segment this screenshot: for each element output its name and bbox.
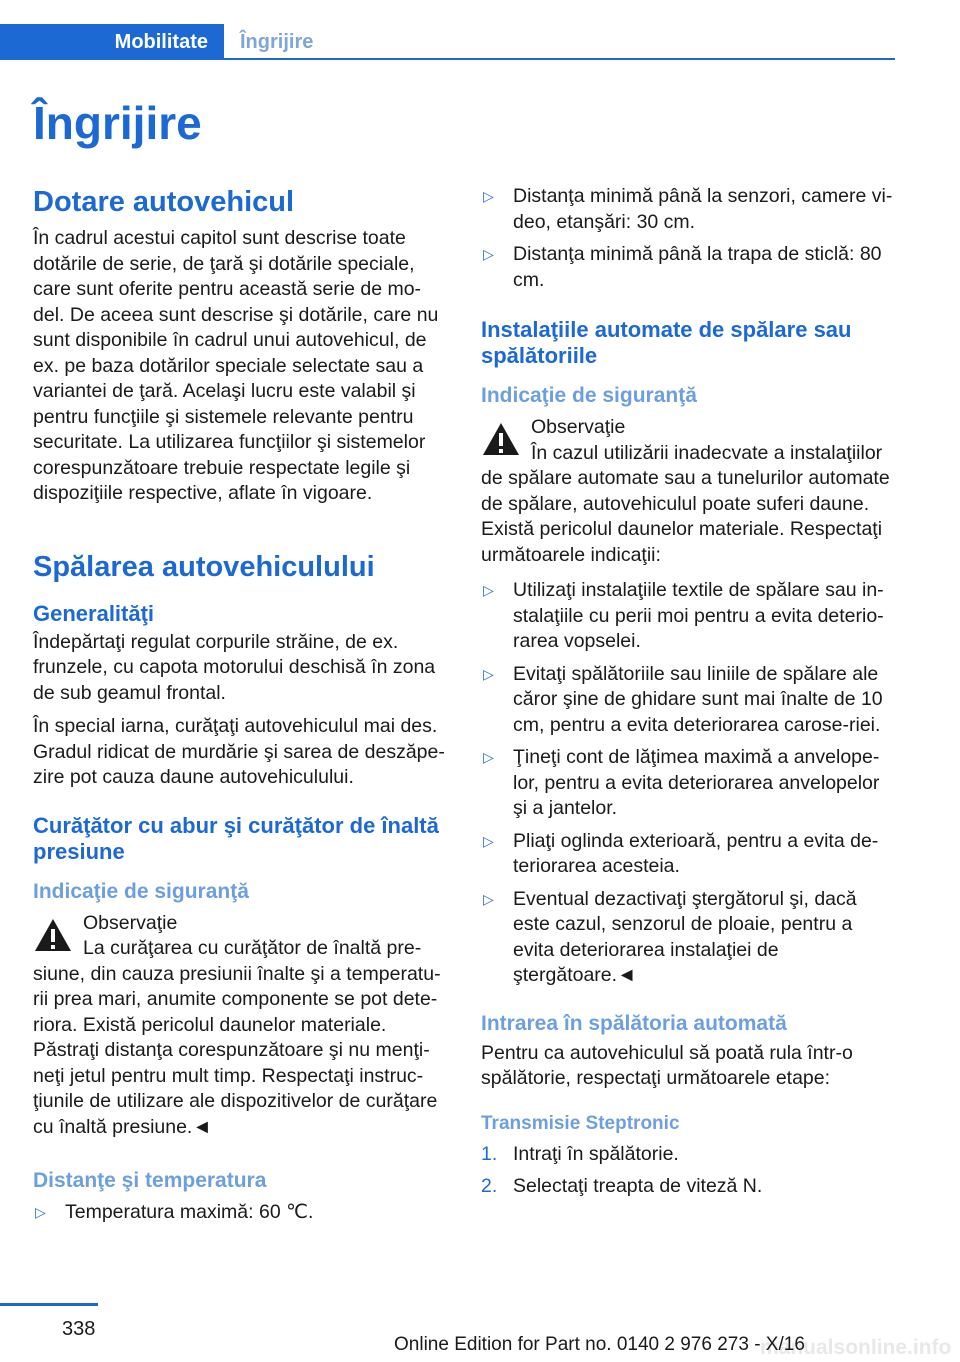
- list-item: ▷ Pliaţi oglinda exterioară, pentru a evita de‐teriorarea acesteia.: [483, 829, 879, 877]
- safety-heading-right: Indicaţie de siguranţă: [481, 384, 697, 407]
- distances-list-right: [481, 184, 897, 293]
- warning-text-right: În cazul utilizării inadecvate a instalaţiilor de spălare automate sau a tunelurilor automate de spălare, autovehiculul poate suferi daune. Există pericolul daunelor materiale. Respectaţi următoarele indicaţii:: [481, 441, 890, 566]
- list-item: 1. Intraţi în spălătorie.: [481, 1142, 897, 1168]
- warning-label-right: Observaţie: [531, 416, 626, 438]
- tab-mobilitate[interactable]: Mobilitate: [0, 24, 224, 60]
- header-bar: [0, 24, 895, 62]
- list-item: ▷ Temperatura maximă: 60 ℃.: [33, 1200, 448, 1226]
- steps-list: [481, 1142, 897, 1200]
- triangle-bullet-icon: ▷: [483, 832, 494, 849]
- distances-heading: Distanţe şi temperatura: [33, 1169, 267, 1192]
- step-number: 2.: [481, 1175, 498, 1197]
- wash-tips-list: [481, 578, 897, 989]
- list-item: ▷ Ţineţi cont de lăţimea maximă a anvelope‐lor, pentru a evita deteriorarea anvelopelor şi a jantelor.: [483, 746, 880, 819]
- warning-block-left: [33, 911, 448, 1141]
- step-number: 1.: [481, 1142, 498, 1165]
- triangle-bullet-icon: ▷: [483, 246, 494, 262]
- distances-list-left: [33, 1200, 448, 1226]
- warning-block-right: [481, 415, 897, 568]
- page-number: 338: [62, 1318, 96, 1340]
- footer-edition: Online Edition for Part no. 0140 2 976 273 - X/16: [394, 1334, 805, 1355]
- triangle-bullet-icon: ▷: [483, 890, 494, 907]
- list-item: ▷ Distanţa minimă până la trapa de sticlă: 80 cm.: [483, 243, 882, 291]
- triangle-bullet-icon: ▷: [483, 188, 494, 204]
- subheading-curatator: Curăţător cu abur şi curăţător de înaltă presiune: [33, 812, 439, 864]
- entry-heading: Intrarea în spălătoria automată: [481, 1011, 787, 1035]
- entry-paragraph: Pentru ca autovehiculul să poată rula într-o spălătorie, respectaţi următoarele etape:: [481, 1041, 853, 1089]
- triangle-bullet-icon: ▷: [35, 1204, 46, 1220]
- left-column: [33, 184, 448, 1226]
- watermark: manualsonline.info: [760, 1336, 952, 1359]
- list-item: ▷ Utilizaţi instalaţiile textile de spălare sau in‐stalaţiile cu perii moi pentru a evita deterio‐rarea vopselei.: [483, 579, 884, 652]
- steptronic-heading: Transmisie Steptronic: [481, 1112, 680, 1134]
- list-item: ▷ Evitaţi spălătoriile sau liniile de spălare ale căror şine de ghidare sunt mai înalte de 10 cm, pentru a evita deteriorarea carose‐riei.: [483, 662, 883, 736]
- list-item: 2. Selectaţi treapta de viteză N.: [481, 1174, 897, 1200]
- triangle-bullet-icon: ▷: [483, 665, 494, 682]
- tab-ingrijire[interactable]: Îngrijire: [240, 31, 314, 53]
- warning-text-left: La curăţarea cu curăţător de înaltă pre‐siune, din cauza presiunii înalte şi a temperatu‐rii prea mari, anumite componente se pot dete‐riora. Există pericolul daunelor materiale. Păstraţi distanţa corespunzătoare şi nu menţi‐neţi jetul pentru mult timp. Respectaţi instruc‐ţiunile de utilizare ale dispozitivelor de curăţare cu înaltă presiune.◄: [33, 937, 441, 1138]
- page-title: Îngrijire: [33, 97, 202, 149]
- section-title-dotare: Dotare autovehicul: [33, 186, 295, 218]
- triangle-bullet-icon: ▷: [483, 749, 494, 765]
- list-item: ▷ Eventual dezactivaţi ştergătorul şi, dacă este cazul, senzorul de ploaie, pentru a evita deteriorarea instalaţiei de ştergătoare.◄: [483, 887, 857, 986]
- paragraph-generalitati-1: Îndepărtaţi regulat corpurile străine, de ex. frunzele, cu capota motorului deschisă în zona de sub geamul frontal.: [33, 630, 436, 704]
- header-divider: [224, 58, 895, 60]
- subheading-generalitati: Generalităţi: [33, 600, 155, 626]
- paragraph-generalitati-2: În special iarna, curăţaţi autovehiculul mai des. Gradul ridicat de murdărie şi sarea de deszăpe‐zire pot cauza daune autovehiculului.: [33, 715, 445, 788]
- right-column: [481, 184, 897, 1200]
- triangle-bullet-icon: ▷: [483, 582, 494, 598]
- warning-label-left: Observaţie: [83, 911, 178, 934]
- safety-heading-left: Indicaţie de siguranţă: [33, 879, 249, 903]
- section-title-spalare: Spălarea autovehiculului: [33, 550, 375, 583]
- paragraph-dotare: În cadrul acestui capitol sunt descrise toate dotările de serie, de ţară şi dotările speciale, care sunt oferite pentru această serie de mo‐del. De aceea sunt descrise şi dotările, care nu sunt disponibile în cadrul unui autovehicul, de ex. pe baza dotărilor speciale selectate sau a variantei de ţară. Acelaşi lucru este valabil şi pentru funcţiile şi sistemele relevante pentru securitate. La utilizarea funcţiilor şi sistemelor corespunzătoare trebuie respectate legile şi dispoziţiile respective, aflate în vigoare.: [33, 227, 439, 504]
- warning-triangle-icon: [33, 917, 73, 953]
- footer-divider: [0, 1303, 98, 1306]
- warning-triangle-icon: [481, 421, 521, 457]
- subheading-instalatii: Instalaţiile automate de spălare sau spălătoriile: [481, 317, 852, 368]
- list-item: ▷ Distanţa minimă până la senzori, camere vi‐deo, etanşări: 30 cm.: [483, 185, 893, 233]
